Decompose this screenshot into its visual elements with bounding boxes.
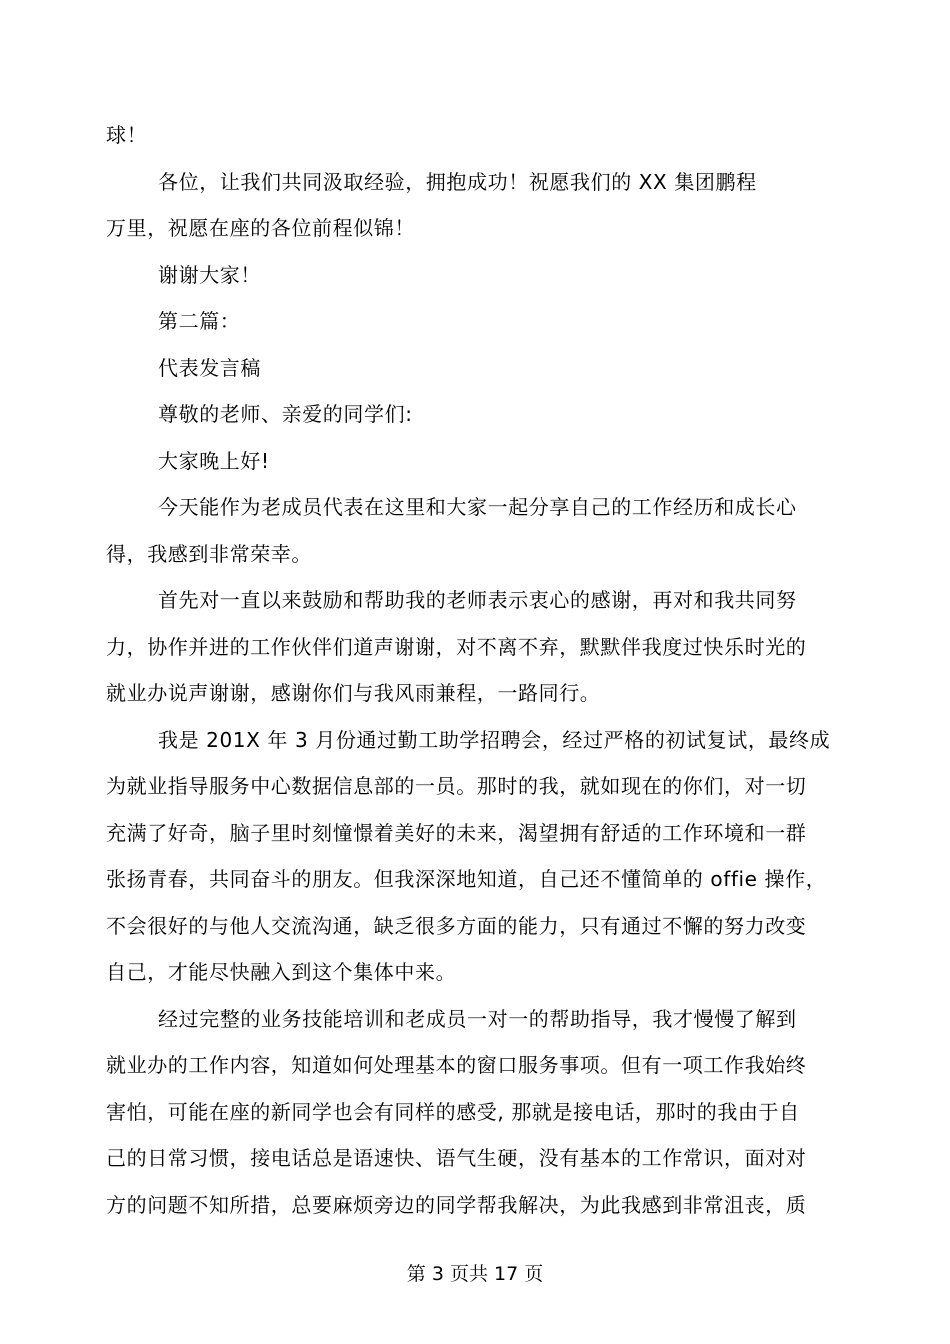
text-line: 万里，祝愿在座的各位前程似锦！ (106, 216, 415, 240)
text-line: 谢谢大家！ (158, 262, 261, 287)
document-body (106, 112, 846, 1228)
text-line: 就业办的工作内容，知道如何处理基本的窗口服务事项。但有一项工作我始终 (106, 1053, 807, 1077)
text-line: 第二篇： (158, 309, 241, 333)
text-line: 张扬青春，共同奋斗的朋友。但我深深地知道，自己还不懂简单的 offie 操作， (106, 867, 827, 891)
text-line: 经过完整的业务技能培训和老成员一对一的帮助指导，我才慢慢了解到 (158, 1006, 797, 1031)
text-line: 得，我感到非常荣幸。 (106, 541, 312, 566)
page-number-footer: 第 3 页共 17 页 (406, 1263, 544, 1285)
text-line: 尊敬的老师、亲爱的同学们: (158, 402, 413, 426)
text-line: 力，协作并进的工作伙伴们道声谢谢，对不离不弃，默默伴我度过快乐时光的 (106, 634, 807, 659)
text-line: 不会很好的与他人交流沟通，缺乏很多方面的能力，只有通过不懈的努力改变 (106, 913, 807, 938)
text-line: 球！ (106, 123, 148, 147)
text-line: 我是 201X 年 3 月份通过勤工助学招聘会，经过严格的初试复试，最终成 (158, 727, 831, 752)
text-line: 自己，才能尽快融入到这个集体中来。 (106, 960, 457, 984)
text-line: 就业办说声谢谢，感谢你们与我风雨兼程，一路同行。 (106, 681, 601, 705)
text-line: 代表发言稿 (158, 355, 261, 380)
text-line: 为就业指导服务中心数据信息部的一员。那时的我，就如现在的你们，对一切 (106, 774, 807, 798)
text-line: 今天能作为老成员代表在这里和大家一起分享自己的工作经历和成长心 (158, 495, 797, 519)
text-line: 首先对一直以来鼓励和帮助我的老师表示衷心的感谢，再对和我共同努 (158, 588, 797, 612)
text-line: 各位，让我们共同汲取经验，拥抱成功！祝愿我们的 XX 集团鹏程 (158, 169, 757, 194)
text-line: 充满了好奇，脑子里时刻憧憬着美好的未来，渴望拥有舒适的工作环境和一群 (106, 820, 807, 845)
text-line: 害怕，可能在座的新同学也会有同样的感受, 那就是接电话，那时的我由于自 (106, 1099, 800, 1124)
text-line: 己的日常习惯，接电话总是语速快、语气生硬，没有基本的工作常识，面对对 (106, 1146, 807, 1170)
text-line: 方的问题不知所措，总要麻烦旁边的同学帮我解决，为此我感到非常沮丧，质 (106, 1192, 807, 1217)
text-line: 大家晚上好! (158, 448, 270, 473)
